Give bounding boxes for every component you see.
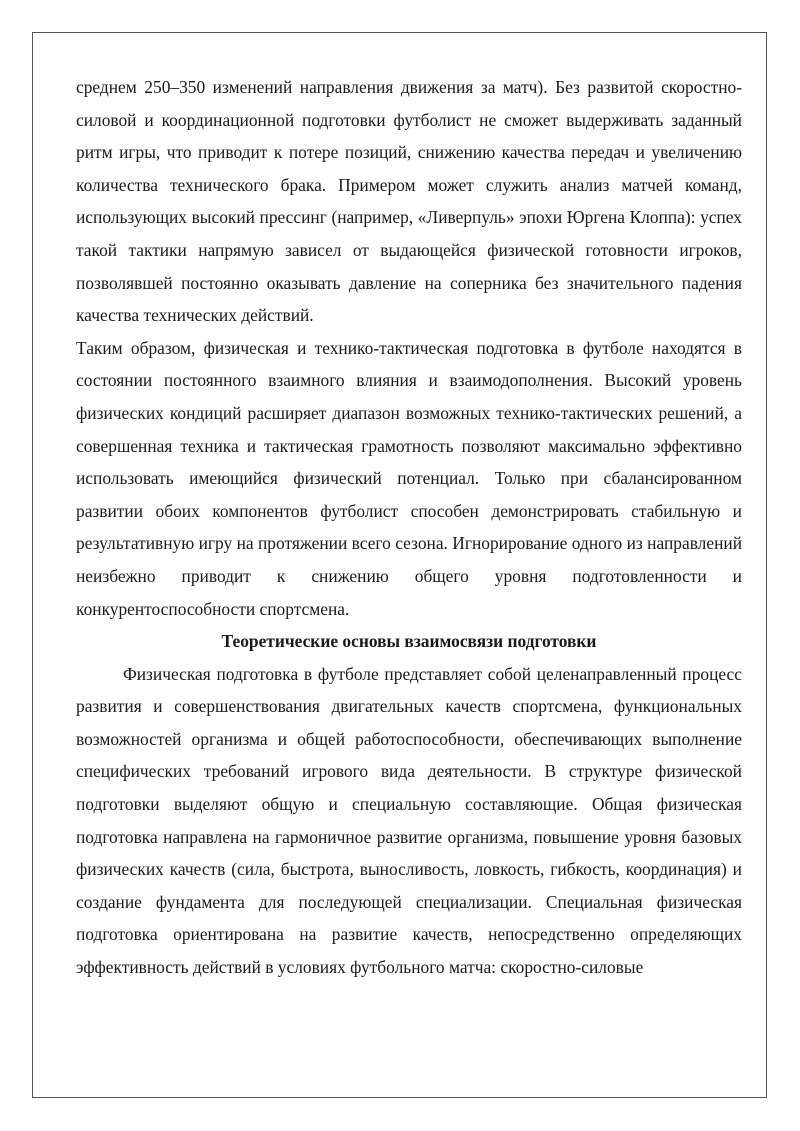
document-body (76, 71, 742, 984)
paragraph-continuation: среднем 250–350 изменений направления движения за матч). Без развитой скоростно-силовой и координационной подготовки футболист не сможет выдерживать заданный ритм игры, что приводит к потере позиций, снижению качества передач и увеличению количества технического брака. Примером может служить анализ матчей команд, использующих высокий прессинг (например, «Ливерпуль» эпохи Юргена Клоппа): успех такой тактики напрямую зависел от выдающейся физической готовности игроков, позволявшей постоянно оказывать давление на соперника без значительного падения качества технических действий. (76, 77, 742, 326)
section-heading: Теоретические основы взаимосвязи подготовки (221, 631, 597, 652)
paragraph-conclusion: Таким образом, физическая и технико-тактическая подготовка в футболе находятся в состоянии постоянного взаимного влияния и взаимодополнения. Высокий уровень физических кондиций расширяет диапазон возможных технико-тактических решений, а совершенная техника и тактическая грамотность позволяют максимально эффективно использовать имеющийся физический потенциал. Только при сбалансированном развитии обоих компонентов футболист способен демонстрировать стабильную и результативную игру на протяжении всего сезона. Игнорирование одного из направлений неизбежно приводит к снижению общего уровня подготовленности и конкурентоспособности спортсмена. (76, 337, 742, 619)
paragraph-physical-training: Физическая подготовка в футболе представляет собой целенаправленный процесс развития и совершенствования двигательных качеств спортсмена, функциональных возможностей организма и общей работоспособности, обеспечивающих выполнение специфических требований игрового вида деятельности. В структуре физической подготовки выделяют общую и специальную составляющие. Общая физическая подготовка направлена на гармоничное развитие организма, повышение уровня базовых физических качеств (сила, быстрота, выносливость, ловкость, гибкость, координация) и создание фундамента для последующей специализации. Специальная физическая подготовка ориентирована на развитие качеств, непосредственно определяющих эффективность действий в условиях футбольного матча: скоростно-силовые (76, 663, 742, 978)
